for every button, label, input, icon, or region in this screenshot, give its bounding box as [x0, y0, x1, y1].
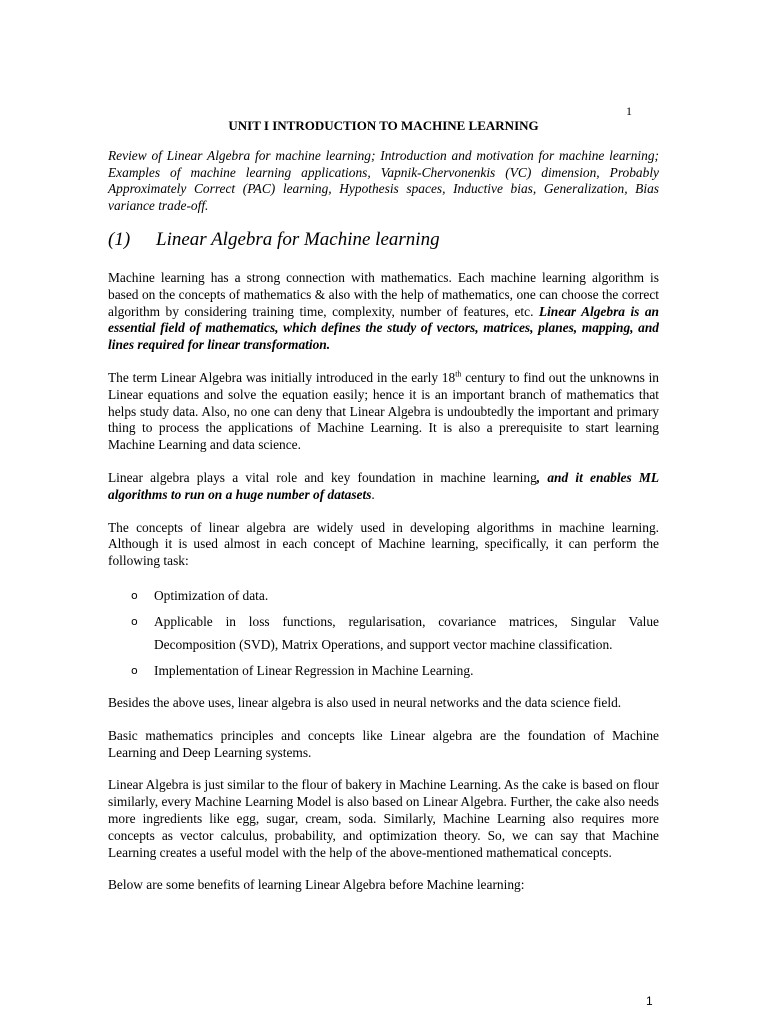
paragraph-7: Linear Algebra is just similar to the flour of bakery in Machine Learning. As the cake is based on flour similarly, every Machine Learning Model is also based on Linear Algebra. Further, the cake also needs more ingredients like egg, sugar, cream, soda. Similarly, Machine Learning also requires more concepts as vector calculus, probability, and optimization theory. So, we can say that Machine Learning creates a useful model with the help of the above-mentioned mathematical concepts.: [108, 777, 659, 860]
paragraph-5: Besides the above uses, linear algebra is also used in neural networks and the data science field.: [108, 694, 622, 710]
unit-title: UNIT I INTRODUCTION TO MACHINE LEARNING: [228, 118, 539, 133]
section-heading: [108, 229, 659, 251]
bullet-marker: o: [131, 615, 138, 629]
list-item-text: Optimization of data.: [154, 587, 269, 603]
list-item-text: Applicable in loss functions, regularisation, covariance matrices, Singular Value Decomposition (SVD), Matrix Operations, and support vector machine classification.: [154, 614, 659, 652]
paragraph-4: The concepts of linear algebra are widely used in developing algorithms in machine learning. Although it is used almost in each concept of Machine learning, specifically, it can perform the following task:: [108, 519, 659, 569]
paragraph-3-end: .: [371, 486, 375, 502]
paragraph-3: [108, 470, 659, 504]
paragraph-3-emphasis: , and it enables ML algorithms to run on a huge number of datasets: [108, 469, 659, 502]
list-item-text: Implementation of Linear Regression in Machine Learning.: [154, 663, 474, 679]
section-number: (1): [108, 228, 131, 250]
paragraph-2-before: The term Linear Algebra was initially introduced in the early 18: [108, 369, 456, 385]
page-number-bottom: 1: [646, 994, 653, 1008]
list-item: [108, 611, 659, 656]
bullet-marker: o: [131, 664, 138, 678]
paragraph-2-after: century to find out the unknowns in Linear equations and solve the equation easily; hence it is an important branch of mathematics that helps study data. Also, no one can deny that Linear Algebra is undoubtedly the important and primary thing to process the applications of Machine Learning. It is also a prerequisite to start learning Machine Learning and data science.: [108, 369, 659, 453]
document-body: [108, 118, 659, 910]
page-number-top: 1: [626, 104, 632, 118]
paragraph-3-text: Linear algebra plays a vital role and key foundation in machine learning: [108, 469, 537, 485]
paragraph-8: Below are some benefits of learning Linear Algebra before Machine learning:: [108, 877, 525, 893]
section-title: Linear Algebra for Machine learning: [156, 228, 440, 250]
list-item: [108, 585, 659, 608]
paragraph-2: [108, 370, 659, 454]
paragraph-1: [108, 270, 659, 354]
paragraph-2-superscript: th: [455, 369, 462, 379]
bullet-marker: o: [131, 588, 138, 602]
paragraph-1-emphasis: Linear Algebra is an essential field of mathematics, which defines the study of vectors, matrices, planes, mapping, and lines required for linear transformation.: [108, 303, 659, 353]
list-item: [108, 660, 659, 683]
syllabus-abstract: Review of Linear Algebra for machine learning; Introduction and motivation for machine learning; Examples of machine learning applications, Vapnik-Chervonenkis (VC) dimension, Probably Approximately Correct (PAC) learning, Hypothesis spaces, Inductive bias, Generalization, Bias variance trade-off.: [108, 147, 659, 214]
paragraph-6: Basic mathematics principles and concepts like Linear algebra are the foundation of Machine Learning and Deep Learning systems.: [108, 727, 659, 760]
task-list: [108, 585, 659, 683]
paragraph-1-text: Machine learning has a strong connection with mathematics. Each machine learning algorithm is based on the concepts of mathematics & also with the help of mathematics, one can choose the correct algorithm by considering training time, complexity, number of features, etc.: [108, 269, 659, 319]
